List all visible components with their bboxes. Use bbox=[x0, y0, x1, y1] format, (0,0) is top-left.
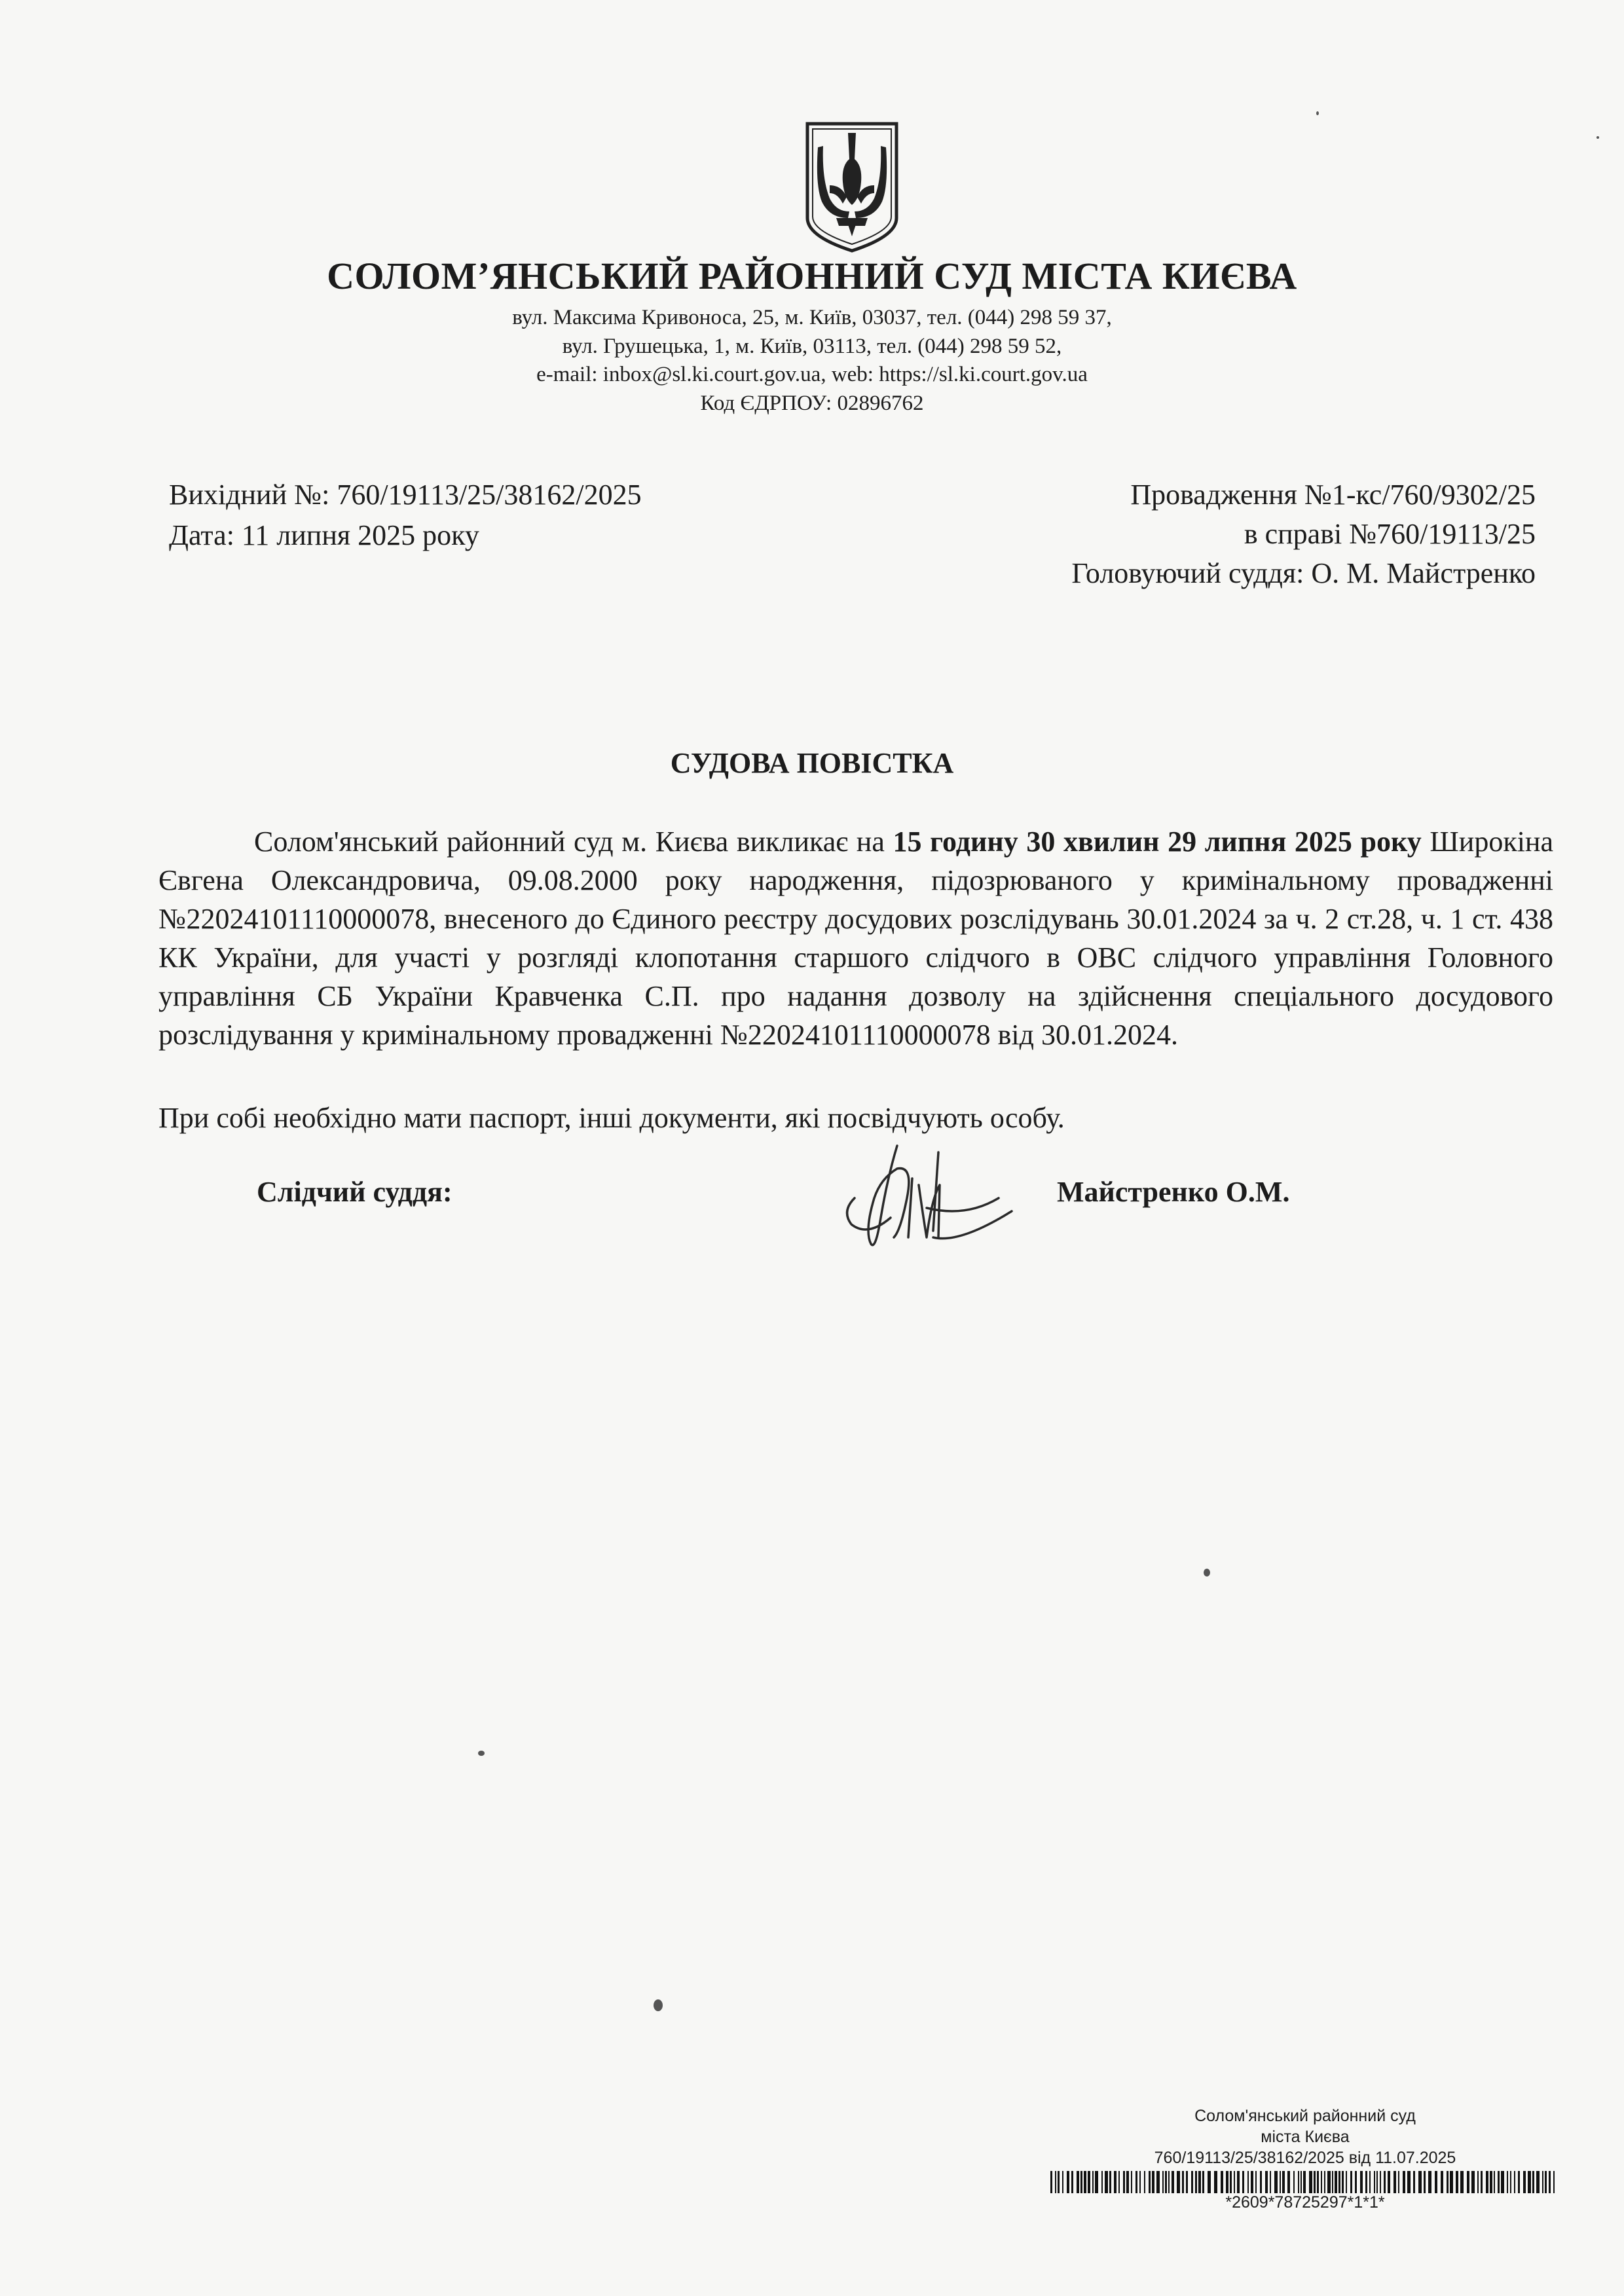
barcode-bar bbox=[1388, 2171, 1390, 2193]
summons-body bbox=[158, 822, 1553, 1054]
barcode-bar bbox=[1126, 2171, 1129, 2193]
barcode-bar bbox=[1280, 2171, 1281, 2193]
barcode-bar bbox=[1360, 2171, 1363, 2193]
barcode-bar bbox=[1374, 2171, 1375, 2193]
barcode-bar bbox=[1350, 2171, 1352, 2193]
barcode-bar bbox=[1067, 2171, 1069, 2193]
barcode-bar bbox=[1403, 2171, 1405, 2193]
summons-time: 15 годину 30 хвилин 29 липня 2025 року bbox=[893, 826, 1422, 858]
barcode-bar bbox=[1226, 2171, 1228, 2193]
barcode-bar bbox=[1418, 2171, 1422, 2193]
barcode-bar bbox=[1424, 2171, 1426, 2193]
barcode-bar bbox=[1335, 2171, 1337, 2193]
barcode-bar bbox=[1177, 2171, 1180, 2193]
barcode-bar bbox=[1139, 2171, 1141, 2193]
barcode-bar bbox=[1101, 2171, 1103, 2193]
barcode-bar bbox=[1447, 2171, 1449, 2193]
barcode-bar bbox=[1080, 2171, 1082, 2193]
barcode-bar bbox=[1428, 2171, 1431, 2193]
barcode-bar bbox=[1528, 2171, 1531, 2193]
barcode-bar bbox=[1105, 2171, 1108, 2193]
barcode-bar bbox=[1450, 2171, 1453, 2193]
barcode-bar bbox=[1156, 2171, 1160, 2193]
barcode-bar bbox=[1058, 2171, 1060, 2193]
barcode-bar bbox=[1332, 2171, 1333, 2193]
court-address-line-1: вул. Максима Кривоноса, 25, м. Київ, 03037, тел. (044) 298 59 37, bbox=[512, 306, 1112, 329]
barcode-bar bbox=[1514, 2171, 1515, 2193]
scan-speck bbox=[654, 1999, 663, 2011]
barcode-bar bbox=[1282, 2171, 1285, 2193]
barcode-bar bbox=[1114, 2171, 1116, 2193]
barcode-bar bbox=[1168, 2171, 1170, 2193]
barcode-bar bbox=[1191, 2171, 1193, 2193]
barcode-bar bbox=[1393, 2171, 1396, 2193]
barcode-bar bbox=[1123, 2171, 1125, 2193]
barcode-number: *2609*78725297*1*1* bbox=[1225, 2193, 1385, 2212]
barcode-bar bbox=[1092, 2171, 1094, 2193]
barcode-bar bbox=[1247, 2171, 1249, 2193]
scan-speck bbox=[478, 1751, 485, 1756]
court-address-line-2: вул. Грушецька, 1, м. Київ, 03113, тел. (044) 298 59 52, bbox=[562, 335, 1062, 358]
trident-coat-of-arms-icon bbox=[803, 120, 900, 254]
documents-note: При собі необхідно мати паспорт, інші документи, які посвідчують особу. bbox=[158, 1102, 1065, 1134]
barcode-bar bbox=[1549, 2171, 1551, 2193]
barcode-bar bbox=[1260, 2171, 1262, 2193]
barcode-bar bbox=[1135, 2171, 1137, 2193]
barcode-bar bbox=[1287, 2171, 1290, 2193]
barcode-bar bbox=[1251, 2171, 1253, 2193]
barcode-bar bbox=[1376, 2171, 1378, 2193]
barcode-bar bbox=[1195, 2171, 1197, 2193]
barcode-bar bbox=[1255, 2171, 1257, 2193]
barcode-bar bbox=[1055, 2171, 1056, 2193]
barcode-bar bbox=[1172, 2171, 1174, 2193]
barcode-bar bbox=[1162, 2171, 1164, 2193]
barcode-bar bbox=[1109, 2171, 1111, 2193]
barcode-bar bbox=[1165, 2171, 1167, 2193]
barcode-bar bbox=[1321, 2171, 1322, 2193]
barcode-bar bbox=[1398, 2171, 1399, 2193]
barcode-bar bbox=[1542, 2171, 1543, 2193]
barcode-bar bbox=[1327, 2171, 1331, 2193]
barcode-bar bbox=[1144, 2171, 1145, 2193]
barcode-bar bbox=[1149, 2171, 1151, 2193]
barcode-bar bbox=[1084, 2171, 1086, 2193]
stamp-reference: 760/19113/25/38162/2025 від 11.07.2025 bbox=[1154, 2149, 1456, 2167]
scan-speck bbox=[1316, 111, 1319, 115]
barcode-bar bbox=[1237, 2171, 1240, 2193]
barcode-bar bbox=[1293, 2171, 1295, 2193]
barcode-bar bbox=[1186, 2171, 1188, 2193]
barcode-bar bbox=[1532, 2171, 1534, 2193]
barcode-bar bbox=[1270, 2171, 1271, 2193]
scan-speck bbox=[1204, 1569, 1210, 1576]
barcode-bar bbox=[1441, 2171, 1443, 2193]
barcode-bar bbox=[1545, 2171, 1547, 2193]
barcode-bar bbox=[1062, 2171, 1063, 2193]
signature-label: Слідчий суддя: bbox=[257, 1176, 452, 1208]
barcode-bar bbox=[1309, 2171, 1312, 2193]
summons-body-intro: Солом'янський районний суд м. Києва викликає на bbox=[254, 826, 893, 858]
barcode bbox=[1050, 2171, 1555, 2193]
barcode-bar bbox=[1507, 2171, 1508, 2193]
barcode-bar bbox=[1471, 2171, 1475, 2193]
barcode-bar bbox=[1071, 2171, 1073, 2193]
barcode-bar bbox=[1301, 2171, 1302, 2193]
barcode-bar bbox=[1384, 2171, 1386, 2193]
barcode-bar bbox=[1265, 2171, 1268, 2193]
handwritten-signature bbox=[835, 1139, 1018, 1257]
barcode-bar bbox=[1298, 2171, 1299, 2193]
barcode-bar bbox=[1342, 2171, 1344, 2193]
barcode-bar bbox=[1435, 2171, 1437, 2193]
barcode-bar bbox=[1467, 2171, 1469, 2193]
barcode-bar bbox=[1523, 2171, 1526, 2193]
barcode-bar bbox=[1460, 2171, 1464, 2193]
proceeding-number: Провадження №1-кс/760/9302/25 bbox=[1130, 479, 1536, 511]
barcode-bar bbox=[1380, 2171, 1381, 2193]
stamp-court-line-2: міста Києва bbox=[1261, 2128, 1350, 2146]
barcode-bar bbox=[1202, 2171, 1204, 2193]
document-title: СУДОВА ПОВІСТКА bbox=[670, 747, 954, 779]
barcode-bar bbox=[1131, 2171, 1132, 2193]
presiding-judge: Головуючий суддя: О. М. Майстренко bbox=[1071, 557, 1536, 589]
barcode-bar bbox=[1050, 2171, 1052, 2193]
barcode-bar bbox=[1314, 2171, 1316, 2193]
court-name: СОЛОМ’ЯНСЬКИЙ РАЙОННИЙ СУД МІСТА КИЄВА bbox=[327, 255, 1297, 297]
barcode-bar bbox=[1095, 2171, 1098, 2193]
barcode-bar bbox=[1317, 2171, 1319, 2193]
barcode-bar bbox=[1355, 2171, 1357, 2193]
barcode-bar bbox=[1324, 2171, 1325, 2193]
document-date: Дата: 11 липня 2025 року bbox=[169, 519, 479, 551]
barcode-bar bbox=[1242, 2171, 1244, 2193]
barcode-bar bbox=[1486, 2171, 1488, 2193]
barcode-bar bbox=[1498, 2171, 1500, 2193]
barcode-bar bbox=[1303, 2171, 1306, 2193]
barcode-bar bbox=[1553, 2171, 1555, 2193]
judge-name: Майстренко О.М. bbox=[1057, 1176, 1290, 1208]
barcode-bar bbox=[1182, 2171, 1184, 2193]
barcode-bar bbox=[1077, 2171, 1079, 2193]
barcode-bar bbox=[1477, 2171, 1479, 2193]
barcode-bar bbox=[1221, 2171, 1223, 2193]
barcode-bar bbox=[1501, 2171, 1504, 2193]
barcode-bar bbox=[1088, 2171, 1090, 2193]
barcode-bar bbox=[1365, 2171, 1367, 2193]
barcode-bar bbox=[1407, 2171, 1411, 2193]
scan-speck bbox=[1596, 136, 1599, 139]
barcode-bar bbox=[1456, 2171, 1458, 2193]
barcode-bar bbox=[1338, 2171, 1340, 2193]
court-edrpou: Код ЄДРПОУ: 02896762 bbox=[700, 392, 924, 415]
barcode-bar bbox=[1369, 2171, 1371, 2193]
barcode-bar bbox=[1481, 2171, 1483, 2193]
summons-body-rest: Широкіна Євгена Олександровича, 09.08.2000 року народження, підозрюваного у кримінальному провадженні №22024101110000078, внесеного до Єдиного реєстру досудових розслідувань 30.01.2024 за ч. 2 ст.28, ч. 1 ст. 438 КК України, для участі у розгляді клопотання старшого слідчого в ОВС слідчого управління Головного управління СБ України Кравченка С.П. про надання дозволу на здійснення спеціального досудового розслідування у кримінальному провадженні №22024101110000078 від 30.01.2024. bbox=[158, 826, 1554, 1051]
barcode-bar bbox=[1234, 2171, 1235, 2193]
barcode-bar bbox=[1490, 2171, 1492, 2193]
barcode-bar bbox=[1208, 2171, 1211, 2193]
barcode-bar bbox=[1494, 2171, 1495, 2193]
barcode-bar bbox=[1230, 2171, 1232, 2193]
barcode-bar bbox=[1198, 2171, 1201, 2193]
barcode-bar bbox=[1274, 2171, 1278, 2193]
barcode-bar bbox=[1518, 2171, 1520, 2193]
stamp-court-line-1: Солом'янський районний суд bbox=[1194, 2107, 1416, 2125]
barcode-bar bbox=[1152, 2171, 1154, 2193]
case-number: в справі №760/19113/25 bbox=[1244, 518, 1536, 550]
barcode-bar bbox=[1346, 2171, 1347, 2193]
barcode-bar bbox=[1536, 2171, 1540, 2193]
barcode-bar bbox=[1214, 2171, 1217, 2193]
outgoing-number: Вихідний №: 760/19113/25/38162/2025 bbox=[169, 479, 642, 511]
court-contacts: e-mail: inbox@sl.ki.court.gov.ua, web: https://sl.ki.court.gov.ua bbox=[536, 363, 1088, 386]
barcode-bar bbox=[1118, 2171, 1120, 2193]
barcode-bar bbox=[1413, 2171, 1415, 2193]
barcode-bar bbox=[1510, 2171, 1511, 2193]
